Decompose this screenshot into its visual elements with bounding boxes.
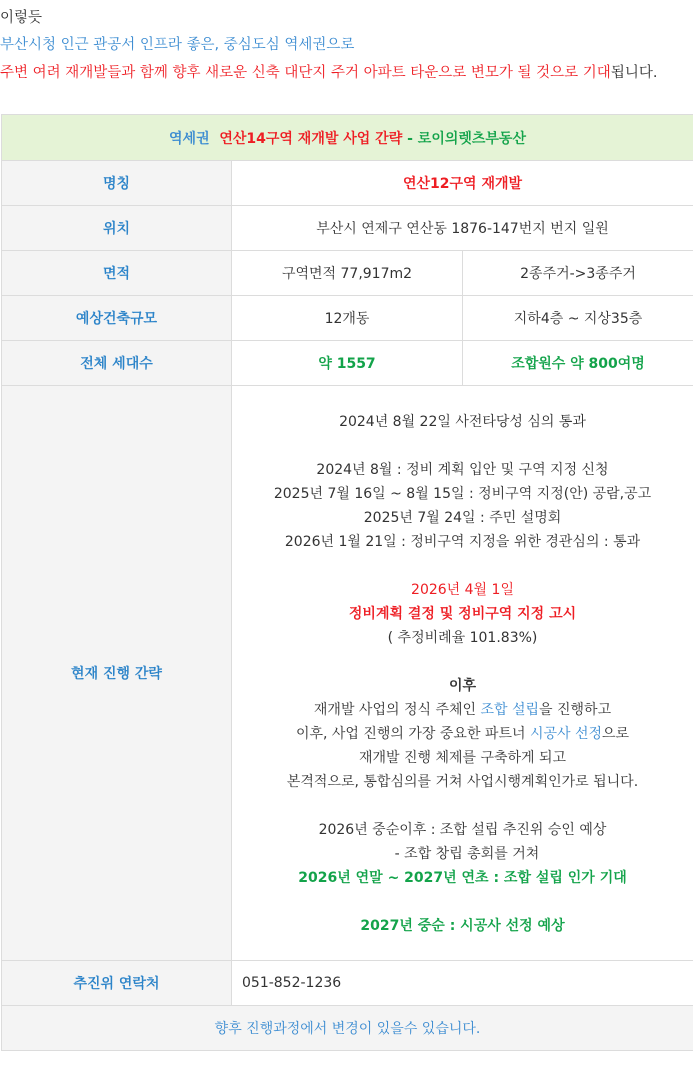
progress-line: 2024년 8월 22일 사전타당성 심의 통과 [339,414,586,430]
intro-line-3-tail: 됩니다. [610,65,658,81]
row-label-name: 명칭 [2,161,232,206]
progress-line: 2026년 중순이후 : 조합 설립 추진위 승인 예상 [318,822,607,838]
member-count: 조합원수 약 800여명 [463,341,693,386]
progress-keyword: 시공사 선정 [529,726,603,742]
progress-text: 을 진행하고 [539,702,612,718]
progress-line: 2025년 7월 24일 : 주민 설명회 [363,510,562,526]
progress-line: 2025년 7월 16일 ~ 8월 15일 : 정비구역 지정(안) 공람,공고 [273,486,652,502]
table-row [2,161,693,206]
progress-keyword: 조합 설립 [480,702,540,718]
progress-line: 본격적으로, 통합심의를 거쳐 사업시행계획인가로 됩니다. [286,774,639,790]
progress-text: 으로 [602,726,630,742]
zoning-change: 2종주거->3종주거 [463,251,693,296]
progress-line [242,698,683,722]
intro-line-3 [0,61,657,82]
table-row [2,386,693,961]
progress-line: ( 추정비례율 101.83%) [387,630,538,646]
progress-details [232,386,693,961]
table-title [2,115,693,161]
row-label-contact: 추진위 연락처 [2,961,232,1006]
progress-notice-highlight: 정비계획 결정 및 정비구역 지정 고시 [348,606,577,622]
building-count: 12개동 [232,296,463,341]
contact-phone: 051-852-1236 [232,961,693,1006]
row-label-households: 전체 세대수 [2,341,232,386]
intro-line-2: 부산시청 인근 관공서 인프라 좋은, 중심도심 역세권으로 [0,37,355,53]
table-row [2,296,693,341]
progress-line: 2024년 8월 : 정비 계획 입안 및 구역 지정 신청 [316,462,609,478]
table-row [2,251,693,296]
table-row [2,341,693,386]
progress-date-highlight: 2026년 4월 1일 [411,582,514,598]
row-label-area: 면적 [2,251,232,296]
title-main: 연산14구역 재개발 사업 간략 [219,130,403,147]
title-suffix: - 로이의렛츠부동산 [402,130,526,147]
intro-line-1: 이렇듯 [0,10,43,26]
project-summary-table [1,114,693,1051]
floor-range: 지하4층 ~ 지상35층 [463,296,693,341]
project-location: 부산시 연제구 연산동 1876-147번지 번지 일원 [232,206,693,251]
progress-line: - 조합 창립 총회를 거쳐 [385,846,540,862]
progress-text: 재개발 사업의 정식 주체인 [313,702,481,718]
row-label-progress: 현재 진행 간략 [2,386,232,961]
table-row [2,961,693,1006]
row-label-scale: 예상건축규모 [2,296,232,341]
household-count: 약 1557 [232,341,463,386]
project-name: 연산12구역 재개발 [232,161,693,206]
title-prefix: 역세권 [169,130,210,147]
footer-note: 향후 진행과정에서 변경이 있을수 있습니다. [2,1006,693,1051]
progress-expectation: 2027년 중순 : 시공사 선정 예상 [360,918,565,934]
table-row [2,206,693,251]
progress-line: 2026년 1월 21일 : 정비구역 지정을 위한 경관심의 : 통과 [284,534,641,550]
row-label-location: 위치 [2,206,232,251]
progress-subheading: 이후 [448,678,477,694]
progress-text: 이후, 사업 진행의 가장 중요한 파트너 [295,726,530,742]
progress-line: 재개발 진행 체제를 구축하게 되고 [358,750,567,766]
progress-line [242,722,683,746]
area-size: 구역면적 77,917m2 [232,251,463,296]
progress-expectation: 2026년 연말 ~ 2027년 연초 : 조합 설립 인가 기대 [298,870,627,886]
intro-line-3-highlight: 주변 여려 재개발들과 함께 향후 새로운 신축 대단지 주거 아파트 타운으로 변모가 될 것으로 기대 [0,65,611,81]
